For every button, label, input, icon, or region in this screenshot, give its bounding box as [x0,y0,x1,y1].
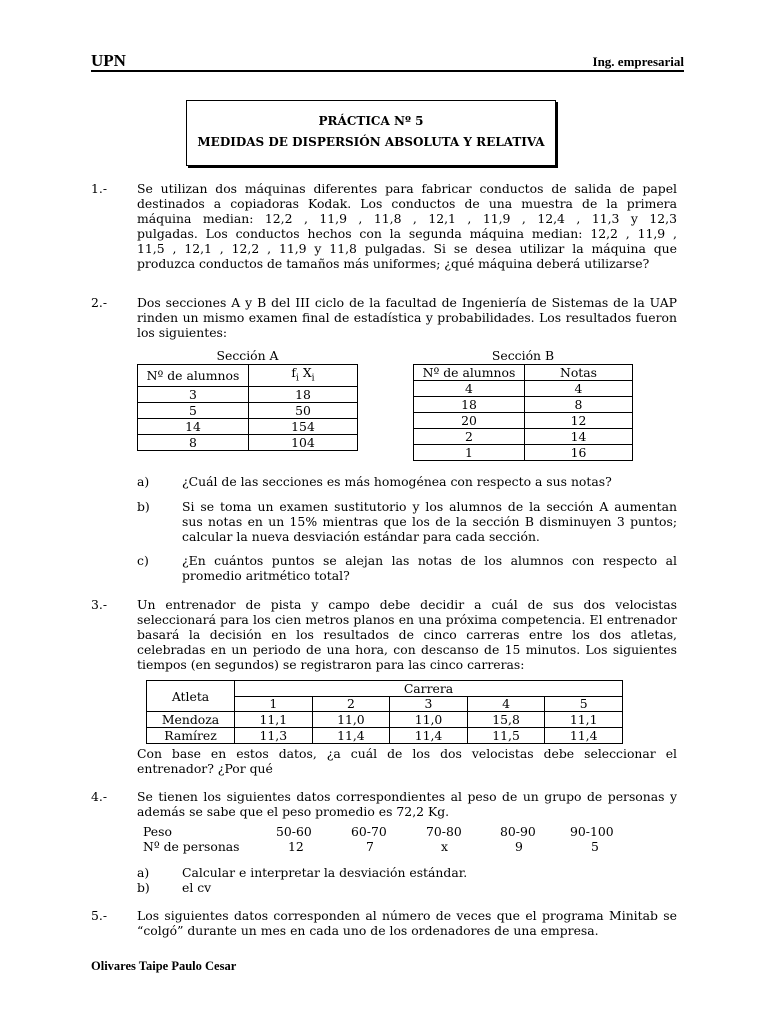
q4-number: 4.- [91,789,108,804]
footer-author: Olivares Taipe Paulo Cesar [91,959,237,973]
q2b-text: Si se toma un examen sustitutorio y los alumnos de la sección A aumentan sus notas en un 15% mientras que los de la sección B disminuyen 3 puntos; calcular la nueva desviación estándar para cada sección. [182,499,677,544]
q1-text [137,181,677,271]
table-row: 14 154 [138,419,358,435]
q3-followup: Con base en estos datos, ¿a cuál de los dos velocistas debe seleccionar el entrenador? ¿Por qué [137,746,677,776]
q4a-text: Calcular e interpretar la desviación estándar. [182,865,468,880]
q2b-label: b) [137,499,150,514]
q2-text [137,295,677,340]
table-b-header-notes: Notas [525,365,633,381]
race-table-race-header: Carrera [235,681,623,697]
q1-line: destinados a copiadoras Kodak. Los conductos de una muestra de la primera [137,196,677,211]
header-right: Ing. empresarial [592,54,684,69]
q2a-label: a) [137,474,150,489]
practice-title: PRÁCTICA Nº 5 [318,114,424,128]
q3-number: 3.- [91,597,108,612]
table-row: 8 104 [138,435,358,451]
table-row: 5 50 [138,403,358,419]
table-a [137,364,358,451]
q5-number: 5.- [91,908,108,923]
table-row: 2 14 [414,429,633,445]
practice-subtitle: MEDIDAS DE DISPERSIÓN ABSOLUTA Y RELATIVA [197,135,545,149]
table-a-header-fx: $f_i$ $X_i$ [249,365,358,387]
q1-number: 1.- [91,181,108,196]
q4b-label: b) [137,880,150,895]
people-row: Nº de personas 12 7 x 9 5 [143,839,599,854]
q5-text: Los siguientes datos corresponden al número de veces que el programa Minitab se “colgó” durante un mes en cada uno de los ordenadores de una empresa. [137,908,677,938]
q2-line: los siguientes: [137,325,228,340]
q2-line: Dos secciones A y B del III ciclo de la facultad de Ingeniería de Sistemas de la UAP [137,295,677,310]
race-table-athlete-header: Atleta [147,681,235,712]
table-row: Mendoza 11,1 11,0 11,0 15,8 11,1 [147,712,623,728]
table-a-caption: Sección A [216,348,279,363]
q1-line: pulgadas. Los conductos hechos con la segunda máquina median: 12,2 , 11,9 , [137,226,677,241]
table-b-caption: Sección B [491,348,555,363]
q2a-text: ¿Cuál de las secciones es más homogénea con respecto a sus notas? [182,474,612,489]
header-rule [91,70,684,72]
table-row: 18 8 [414,397,633,413]
weight-row: Peso 50-60 60-70 70-80 80-90 90-100 [143,824,614,839]
q2c-label: c) [137,553,149,568]
q1-line: produzca conductos de tamaños más uniformes; ¿qué máquina deberá utilizarse? [137,256,650,271]
q2c-text: ¿En cuántos puntos se alejan las notas de los alumnos con respecto al promedio aritmético total? [182,553,677,583]
q2-number: 2.- [91,295,108,310]
q4-text: Se tienen los siguientes datos correspondientes al peso de un grupo de personas y además se sabe que el peso promedio es 72,2 Kg. [137,789,677,819]
race-table: Atleta Carrera 1 2 3 4 5 Mendoza 11,1 11,0 11,0 15,8 11,1 Ramírez 11,3 11,4 11,4 11,5 11,4 [146,680,623,744]
table-row: Ramírez 11,3 11,4 11,4 11,5 11,4 [147,728,623,744]
table-row: 1 16 [414,445,633,461]
table-row: 3 18 [138,387,358,403]
table-a-header-students: Nº de alumnos [138,365,249,387]
table-row: 4 4 [414,381,633,397]
q4a-label: a) [137,865,150,880]
q3-text: Un entrenador de pista y campo debe decidir a cuál de sus dos velocistas seleccionará para los cien metros planos en una próxima competencia. El entrenador basará la decisión en los resultados de cinco carreras entre los dos atletas, celebradas en un periodo de una hora, con descanso de 15 minutos. Los siguientes tiempos (en segundos) se registraron para las cinco carreras: [137,597,677,672]
q1-line: Se utilizan dos máquinas diferentes para fabricar conductos de salida de papel [137,181,677,196]
table-row: 20 12 [414,413,633,429]
q2-line: rinden un mismo examen final de estadística y probabilidades. Los resultados fueron [137,310,677,325]
q4b-text: el cv [182,880,212,895]
q1-line: máquina median: 12,2 , 11,9 , 11,8 , 12,1 , 11,9 , 12,4 , 11,3 y 12,3 [137,211,677,226]
table-b [413,364,633,461]
title-box [186,100,556,166]
table-b-header-students: Nº de alumnos [414,365,525,381]
q1-line: 11,5 , 12,1 , 12,2 , 11,9 y 11,8 pulgadas. Si se desea utilizar la máquina que [137,241,677,256]
header-left: UPN [91,51,126,70]
